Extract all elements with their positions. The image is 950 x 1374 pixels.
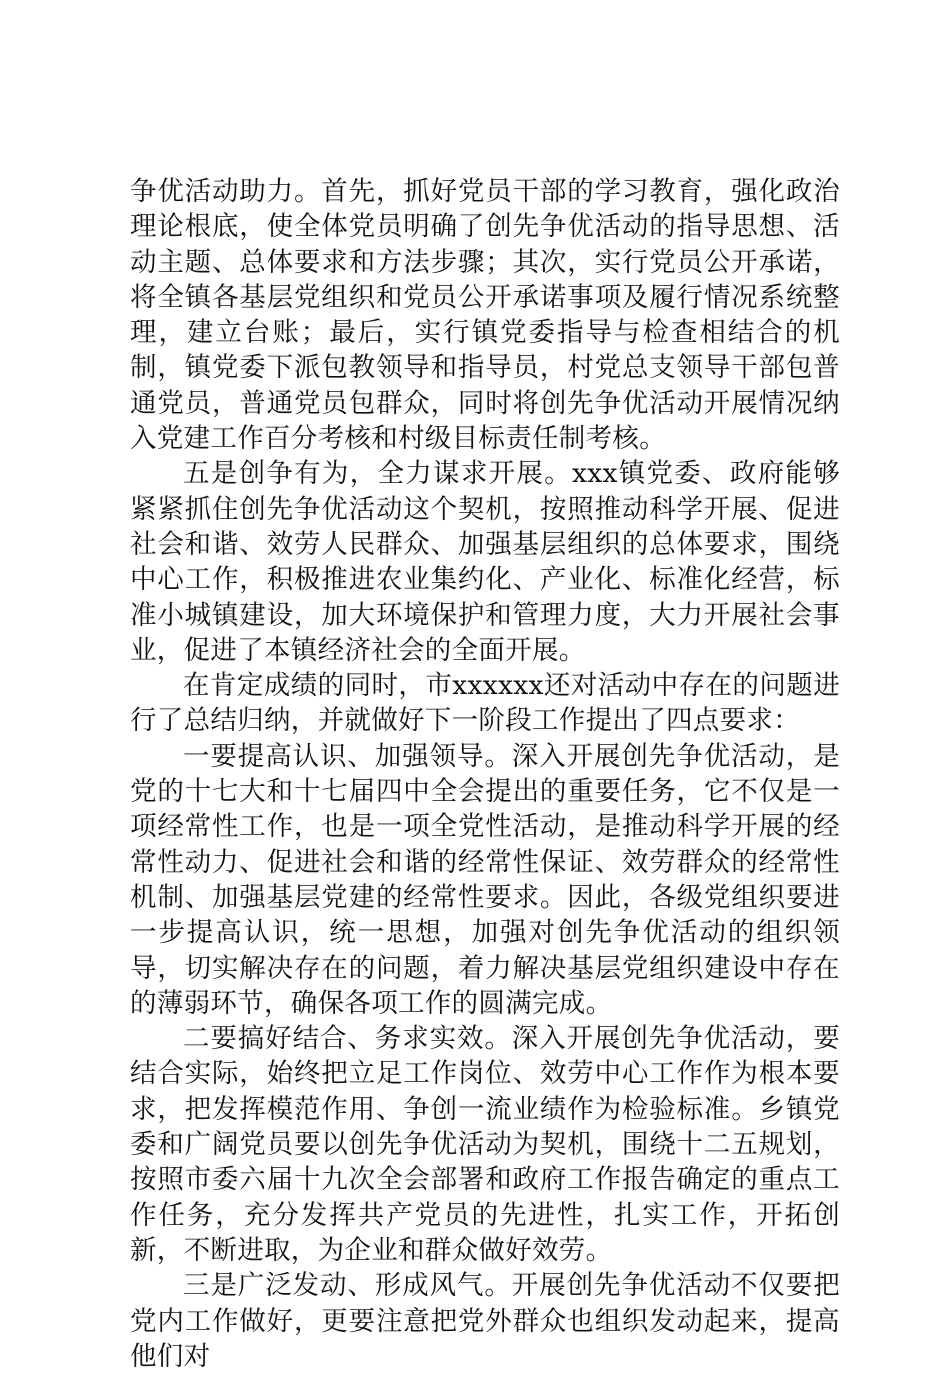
- document-body: [130, 174, 840, 1374]
- paragraph-1: 争优活动助力。首先，抓好党员干部的学习教育，强化政治理论根底，使全体党员明确了创先争优活动的指导思想、活动主题、总体要求和方法步骤；其次，实行党员公开承诺，将全镇各基层党组织和党员公开承诺事项及履行情况系统整理，建立台账；最后，实行镇党委指导与检查相结合的机制，镇党委下派包教领导和指导员，村党总支领导干部包普通党员，普通党员包群众，同时将创先争优活动开展情况纳入党建工作百分考核和村级目标责任制考核。: [130, 176, 840, 455]
- paragraph-4: 一要提高认识、加强领导。深入开展创先争优活动，是党的十七大和十七届四中全会提出的重要任务，它不仅是一项经常性工作，也是一项全党性活动，是推动科学开展的经常性动力、促进社会和谐的经常性保证、效劳群众的经常性机制、加强基层党建的经常性要求。因此，各级党组织要进一步提高认识，统一思想，加强对创先争优活动的组织领导，切实解决存在的问题，着力解决基层党组织建设中存在的薄弱环节，确保各项工作的圆满完成。: [130, 740, 840, 1019]
- paragraph-6: 三是广泛发动、形成风气。开展创先争优活动不仅要把党内工作做好，更要注意把党外群众也组织发动起来，提高他们对: [130, 1270, 840, 1372]
- paragraph-2: 五是创争有为，全力谋求开展。xxx镇党委、政府能够紧紧抓住创先争优活动这个契机，按照推动科学开展、促进社会和谐、效劳人民群众、加强基层组织的总体要求，围绕中心工作，积极推进农业集约化、产业化、标准化经营，标准小城镇建设，加大环境保护和管理力度，大力开展社会事业，促进了本镇经济社会的全面开展。: [130, 458, 840, 666]
- paragraph-3: 在肯定成绩的同时，市xxxxxx还对活动中存在的问题进行了总结归纳，并就做好下一阶段工作提出了四点要求：: [130, 670, 840, 737]
- paragraph-5: 二要搞好结合、务求实效。深入开展创先争优活动，要结合实际，始终把立足工作岗位、效劳中心工作作为根本要求，把发挥模范作用、争创一流业绩作为检验标准。乡镇党委和广阔党员要以创先争优活动为契机，围绕十二五规划，按照市委六届十九次全会部署和政府工作报告确定的重点工作任务，充分发挥共产党员的先进性，扎实工作，开拓创新，不断进取，为企业和群众做好效劳。: [130, 1023, 840, 1266]
